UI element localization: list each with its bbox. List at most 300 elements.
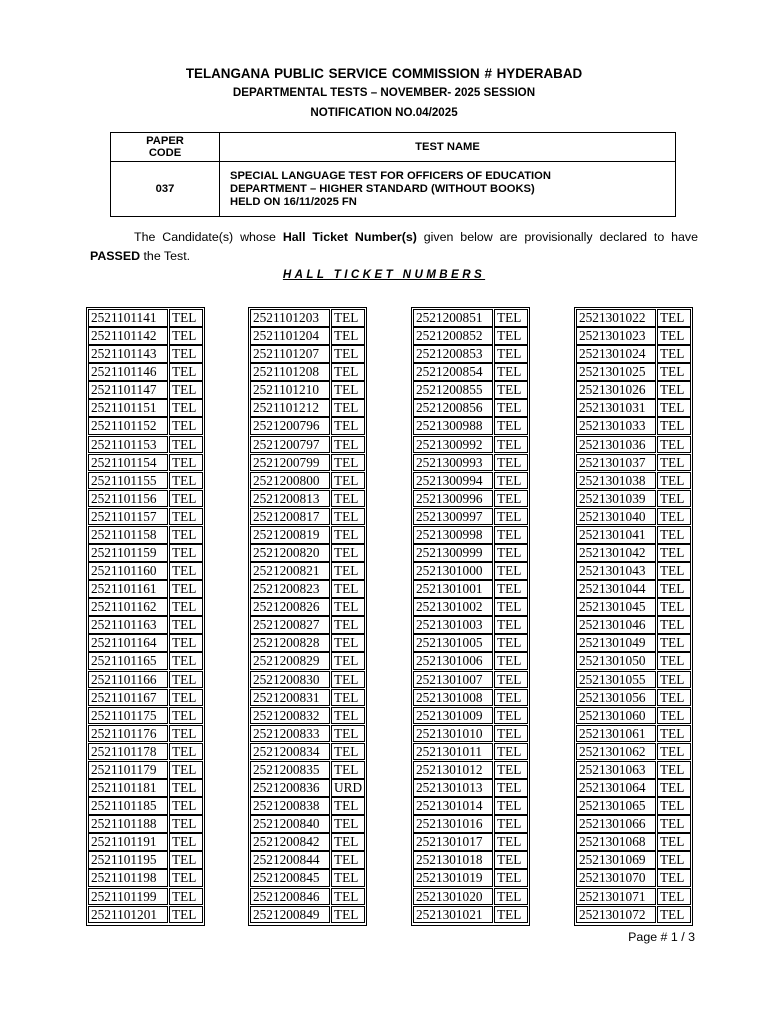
language-code: TEL — [494, 472, 528, 490]
table-row — [413, 616, 528, 634]
hall-ticket-number: 2521200834 — [250, 743, 330, 761]
table-row — [250, 707, 365, 725]
language-code: TEL — [169, 399, 203, 417]
hall-ticket-number: 2521101178 — [88, 743, 168, 761]
table-row — [413, 544, 528, 562]
test-name-line1: SPECIAL LANGUAGE TEST FOR OFFICERS OF EDUCATION — [230, 169, 551, 182]
language-code: URD — [331, 779, 365, 797]
language-code: TEL — [494, 399, 528, 417]
language-code: TEL — [494, 707, 528, 725]
hall-ticket-number: 2521101195 — [88, 851, 168, 869]
language-code: TEL — [657, 797, 691, 815]
hall-ticket-number: 2521101160 — [88, 562, 168, 580]
language-code: TEL — [494, 634, 528, 652]
language-code: TEL — [657, 454, 691, 472]
table-row — [88, 345, 203, 363]
hall-ticket-number: 2521301043 — [576, 562, 656, 580]
language-code: TEL — [494, 761, 528, 779]
table-row — [250, 815, 365, 833]
language-code: TEL — [169, 779, 203, 797]
table-row — [576, 725, 691, 743]
table-row — [88, 616, 203, 634]
language-code: TEL — [331, 815, 365, 833]
language-code: TEL — [331, 888, 365, 906]
hall-ticket-number: 2521301037 — [576, 454, 656, 472]
language-code: TEL — [169, 526, 203, 544]
language-code: TEL — [169, 761, 203, 779]
language-code: TEL — [657, 490, 691, 508]
language-code: TEL — [331, 526, 365, 544]
language-code: TEL — [657, 761, 691, 779]
hall-ticket-number: 2521300992 — [413, 436, 493, 454]
language-code: TEL — [657, 598, 691, 616]
language-code: TEL — [657, 743, 691, 761]
table-row — [576, 526, 691, 544]
hall-ticket-number: 2521101199 — [88, 888, 168, 906]
language-code: TEL — [657, 652, 691, 670]
hall-ticket-number: 2521101201 — [88, 906, 168, 924]
hall-ticket-number: 2521200852 — [413, 327, 493, 345]
language-code: TEL — [331, 906, 365, 924]
language-code: TEL — [657, 634, 691, 652]
hall-ticket-number: 2521101163 — [88, 616, 168, 634]
test-name-line3: HELD ON 16/11/2025 FN — [230, 195, 357, 208]
table-row — [88, 381, 203, 399]
table-row — [576, 888, 691, 906]
hall-ticket-number: 2521300996 — [413, 490, 493, 508]
hall-ticket-number: 2521301025 — [576, 363, 656, 381]
hall-ticket-column-2 — [248, 307, 367, 926]
hall-ticket-number: 2521301010 — [413, 725, 493, 743]
language-code: TEL — [494, 833, 528, 851]
table-row — [250, 616, 365, 634]
intro-text-2: given below are provisionally declared to have — [416, 230, 699, 244]
hall-ticket-number: 2521101165 — [88, 652, 168, 670]
table-row — [576, 598, 691, 616]
table-row — [88, 815, 203, 833]
table-row — [413, 725, 528, 743]
table-row — [576, 544, 691, 562]
language-code: TEL — [331, 436, 365, 454]
hall-ticket-number: 2521300997 — [413, 508, 493, 526]
hall-ticket-number: 2521101157 — [88, 508, 168, 526]
table-row — [576, 616, 691, 634]
hall-ticket-number: 2521101143 — [88, 345, 168, 363]
hall-ticket-number: 2521101203 — [250, 309, 330, 327]
hall-ticket-number: 2521200823 — [250, 580, 330, 598]
table-row — [88, 598, 203, 616]
language-code: TEL — [494, 815, 528, 833]
language-code: TEL — [331, 580, 365, 598]
commission-title: TELANGANA PUBLIC SERVICE COMMISSION # HYDERABAD — [185, 66, 583, 81]
language-code: TEL — [494, 797, 528, 815]
hall-ticket-number: 2521301012 — [413, 761, 493, 779]
hall-ticket-number: 2521301046 — [576, 616, 656, 634]
hall-ticket-number: 2521301033 — [576, 417, 656, 435]
table-row — [576, 869, 691, 887]
language-code: TEL — [169, 472, 203, 490]
language-code: TEL — [657, 869, 691, 887]
session-title: DEPARTMENTAL TESTS – NOVEMBER- 2025 SESSION — [232, 86, 536, 99]
table-row — [250, 381, 365, 399]
hall-ticket-number: 2521301070 — [576, 869, 656, 887]
hall-ticket-number: 2521301042 — [576, 544, 656, 562]
language-code: TEL — [169, 815, 203, 833]
table-row — [88, 689, 203, 707]
language-code: TEL — [657, 580, 691, 598]
table-row — [576, 689, 691, 707]
language-code: TEL — [657, 779, 691, 797]
hall-ticket-number: 2521200853 — [413, 345, 493, 363]
hall-ticket-number: 2521200799 — [250, 454, 330, 472]
intro-text-3: the Test. — [140, 249, 191, 263]
intro-paragraph — [90, 228, 698, 266]
hall-ticket-number: 2521301065 — [576, 797, 656, 815]
hall-ticket-number: 2521200855 — [413, 381, 493, 399]
language-code: TEL — [657, 671, 691, 689]
table-row — [88, 797, 203, 815]
table-row — [576, 761, 691, 779]
hall-ticket-number: 2521101208 — [250, 363, 330, 381]
table-row — [413, 345, 528, 363]
table-row — [576, 634, 691, 652]
hall-ticket-number: 2521301064 — [576, 779, 656, 797]
language-code: TEL — [494, 869, 528, 887]
paper-code-value: 037 — [111, 162, 220, 217]
hall-ticket-number: 2521200838 — [250, 797, 330, 815]
hall-ticket-number: 2521200800 — [250, 472, 330, 490]
language-code: TEL — [331, 399, 365, 417]
table-row — [250, 851, 365, 869]
language-code: TEL — [657, 851, 691, 869]
language-code: TEL — [169, 725, 203, 743]
table-row — [88, 671, 203, 689]
table-row — [413, 399, 528, 417]
hall-ticket-number: 2521301002 — [413, 598, 493, 616]
table-row — [88, 652, 203, 670]
notification-number: NOTIFICATION NO.04/2025 — [310, 106, 458, 119]
table-row — [413, 634, 528, 652]
table-row — [250, 906, 365, 924]
language-code: TEL — [331, 616, 365, 634]
table-row — [413, 508, 528, 526]
hall-ticket-number: 2521300998 — [413, 526, 493, 544]
table-row — [413, 363, 528, 381]
hall-ticket-number: 2521301014 — [413, 797, 493, 815]
table-row — [413, 815, 528, 833]
language-code: TEL — [169, 381, 203, 399]
language-code: TEL — [657, 472, 691, 490]
language-code: TEL — [331, 689, 365, 707]
hall-ticket-number: 2521301066 — [576, 815, 656, 833]
table-row — [250, 779, 365, 797]
table-row — [250, 454, 365, 472]
language-code: TEL — [169, 580, 203, 598]
hall-ticket-number: 2521200833 — [250, 725, 330, 743]
hall-ticket-number: 2521101142 — [88, 327, 168, 345]
table-row — [413, 436, 528, 454]
hall-ticket-number: 2521200830 — [250, 671, 330, 689]
language-code: TEL — [169, 671, 203, 689]
table-row — [413, 454, 528, 472]
language-code: TEL — [657, 707, 691, 725]
language-code: TEL — [331, 634, 365, 652]
language-code: TEL — [331, 671, 365, 689]
language-code: TEL — [494, 888, 528, 906]
language-code: TEL — [494, 454, 528, 472]
language-code: TEL — [169, 707, 203, 725]
hall-ticket-number: 2521200829 — [250, 652, 330, 670]
hall-ticket-column-4 — [574, 307, 693, 926]
language-code: TEL — [494, 309, 528, 327]
language-code: TEL — [657, 689, 691, 707]
language-code: TEL — [657, 725, 691, 743]
hall-ticket-number: 2521101154 — [88, 454, 168, 472]
language-code: TEL — [494, 689, 528, 707]
table-row — [88, 906, 203, 924]
language-code: TEL — [169, 345, 203, 363]
language-code: TEL — [169, 616, 203, 634]
language-code: TEL — [331, 544, 365, 562]
language-code: TEL — [169, 833, 203, 851]
hall-ticket-number: 2521300993 — [413, 454, 493, 472]
table-row — [413, 869, 528, 887]
table-row — [413, 761, 528, 779]
language-code: TEL — [331, 417, 365, 435]
language-code: TEL — [657, 309, 691, 327]
hall-ticket-number: 2521301036 — [576, 436, 656, 454]
hall-ticket-number: 2521200849 — [250, 906, 330, 924]
hall-ticket-number: 2521301049 — [576, 634, 656, 652]
language-code: TEL — [331, 761, 365, 779]
table-row — [88, 851, 203, 869]
table-row — [413, 490, 528, 508]
table-row — [88, 526, 203, 544]
table-row — [413, 888, 528, 906]
language-code: TEL — [331, 869, 365, 887]
hall-ticket-number: 2521200840 — [250, 815, 330, 833]
hall-ticket-number: 2521301031 — [576, 399, 656, 417]
hall-ticket-number: 2521301019 — [413, 869, 493, 887]
table-row — [250, 526, 365, 544]
language-code: TEL — [169, 327, 203, 345]
hall-ticket-number: 2521200813 — [250, 490, 330, 508]
language-code: TEL — [657, 417, 691, 435]
table-row — [576, 309, 691, 327]
table-row — [250, 580, 365, 598]
table-row — [250, 417, 365, 435]
language-code: TEL — [331, 381, 365, 399]
table-row — [413, 671, 528, 689]
language-code: TEL — [169, 689, 203, 707]
table-row — [88, 779, 203, 797]
language-code: TEL — [494, 363, 528, 381]
hall-ticket-number: 2521101212 — [250, 399, 330, 417]
hall-ticket-number: 2521101156 — [88, 490, 168, 508]
test-name-value — [220, 162, 676, 217]
hall-ticket-number: 2521101141 — [88, 309, 168, 327]
hall-ticket-number: 2521301050 — [576, 652, 656, 670]
table-row — [413, 652, 528, 670]
language-code: TEL — [169, 363, 203, 381]
hall-ticket-number: 2521301016 — [413, 815, 493, 833]
language-code: TEL — [331, 851, 365, 869]
table-row — [413, 707, 528, 725]
hall-ticket-number: 2521300999 — [413, 544, 493, 562]
table-row — [88, 743, 203, 761]
hall-ticket-number: 2521200796 — [250, 417, 330, 435]
table-row — [88, 399, 203, 417]
language-code: TEL — [331, 725, 365, 743]
table-row — [576, 851, 691, 869]
hall-ticket-number: 2521200835 — [250, 761, 330, 779]
hall-ticket-number: 2521101151 — [88, 399, 168, 417]
table-row — [576, 797, 691, 815]
hall-ticket-number: 2521301000 — [413, 562, 493, 580]
hall-ticket-column-3 — [411, 307, 530, 926]
table-row — [250, 399, 365, 417]
table-row — [576, 345, 691, 363]
table-row — [88, 888, 203, 906]
language-code: TEL — [494, 725, 528, 743]
hall-ticket-number: 2521101153 — [88, 436, 168, 454]
table-row — [88, 327, 203, 345]
hall-ticket-number: 2521101155 — [88, 472, 168, 490]
table-row — [413, 906, 528, 924]
hall-ticket-number: 2521101166 — [88, 671, 168, 689]
language-code: TEL — [657, 888, 691, 906]
hall-ticket-number: 2521301045 — [576, 598, 656, 616]
language-code: TEL — [169, 508, 203, 526]
hall-ticket-number: 2521300988 — [413, 417, 493, 435]
language-code: TEL — [169, 544, 203, 562]
language-code: TEL — [331, 743, 365, 761]
paper-code-header-line1: PAPER — [146, 135, 184, 147]
hall-ticket-number: 2521101207 — [250, 345, 330, 363]
table-row — [88, 634, 203, 652]
table-row — [576, 906, 691, 924]
hall-ticket-number: 2521200851 — [413, 309, 493, 327]
hall-ticket-number: 2521101162 — [88, 598, 168, 616]
language-code: TEL — [494, 616, 528, 634]
paper-code-header — [111, 133, 220, 162]
language-code: TEL — [331, 345, 365, 363]
hall-ticket-number: 2521301001 — [413, 580, 493, 598]
hall-ticket-number: 2521301007 — [413, 671, 493, 689]
hall-ticket-number: 2521200856 — [413, 399, 493, 417]
table-row — [250, 797, 365, 815]
hall-ticket-number: 2521101191 — [88, 833, 168, 851]
table-row — [250, 598, 365, 616]
hall-ticket-number: 2521101188 — [88, 815, 168, 833]
table-row — [576, 381, 691, 399]
table-row — [250, 490, 365, 508]
hall-ticket-number: 2521101204 — [250, 327, 330, 345]
language-code: TEL — [169, 454, 203, 472]
hall-ticket-number: 2521101147 — [88, 381, 168, 399]
table-row — [88, 417, 203, 435]
language-code: TEL — [494, 580, 528, 598]
table-row — [576, 363, 691, 381]
hall-ticket-number: 2521200797 — [250, 436, 330, 454]
table-row — [413, 743, 528, 761]
hall-ticket-number: 2521200832 — [250, 707, 330, 725]
hall-ticket-number: 2521200845 — [250, 869, 330, 887]
table-row — [576, 508, 691, 526]
table-row — [88, 454, 203, 472]
table-row — [576, 417, 691, 435]
language-code: TEL — [657, 544, 691, 562]
table-row — [250, 888, 365, 906]
language-code: TEL — [494, 851, 528, 869]
paper-code-header-line2: CODE — [148, 147, 182, 159]
table-row — [576, 833, 691, 851]
language-code: TEL — [169, 436, 203, 454]
hall-ticket-number: 2521200826 — [250, 598, 330, 616]
table-row — [88, 869, 203, 887]
language-code: TEL — [169, 851, 203, 869]
hall-ticket-number: 2521200819 — [250, 526, 330, 544]
hall-ticket-number: 2521301011 — [413, 743, 493, 761]
hall-ticket-number: 2521101152 — [88, 417, 168, 435]
table-row — [576, 815, 691, 833]
hall-ticket-number: 2521101198 — [88, 869, 168, 887]
hall-ticket-number: 2521101164 — [88, 634, 168, 652]
language-code: TEL — [657, 399, 691, 417]
language-code: TEL — [657, 363, 691, 381]
language-code: TEL — [494, 598, 528, 616]
language-code: TEL — [331, 363, 365, 381]
language-code: TEL — [331, 327, 365, 345]
language-code: TEL — [331, 490, 365, 508]
hall-ticket-number: 2521301005 — [413, 634, 493, 652]
hall-ticket-number: 2521101185 — [88, 797, 168, 815]
language-code: TEL — [169, 598, 203, 616]
language-code: TEL — [169, 634, 203, 652]
hall-ticket-number: 2521200846 — [250, 888, 330, 906]
table-row — [88, 472, 203, 490]
language-code: TEL — [494, 652, 528, 670]
language-code: TEL — [494, 544, 528, 562]
hall-ticket-number: 2521301020 — [413, 888, 493, 906]
hall-ticket-number: 2521301039 — [576, 490, 656, 508]
table-row — [88, 580, 203, 598]
table-row — [413, 580, 528, 598]
table-row — [576, 436, 691, 454]
hall-ticket-number: 2521301022 — [576, 309, 656, 327]
intro-bold-hall-ticket: Hall Ticket Number(s) — [282, 230, 417, 244]
table-row — [576, 399, 691, 417]
language-code: TEL — [169, 888, 203, 906]
table-row — [413, 526, 528, 544]
table-row — [413, 562, 528, 580]
language-code: TEL — [657, 906, 691, 924]
table-row — [250, 743, 365, 761]
hall-ticket-number: 2521200821 — [250, 562, 330, 580]
table-row — [250, 869, 365, 887]
hall-ticket-number: 2521301021 — [413, 906, 493, 924]
hall-ticket-number: 2521301041 — [576, 526, 656, 544]
table-row — [250, 689, 365, 707]
hall-ticket-number: 2521301044 — [576, 580, 656, 598]
language-code: TEL — [494, 490, 528, 508]
language-code: TEL — [494, 436, 528, 454]
language-code: TEL — [657, 616, 691, 634]
hall-ticket-number: 2521200817 — [250, 508, 330, 526]
language-code: TEL — [169, 309, 203, 327]
language-code: TEL — [657, 381, 691, 399]
table-row — [250, 671, 365, 689]
